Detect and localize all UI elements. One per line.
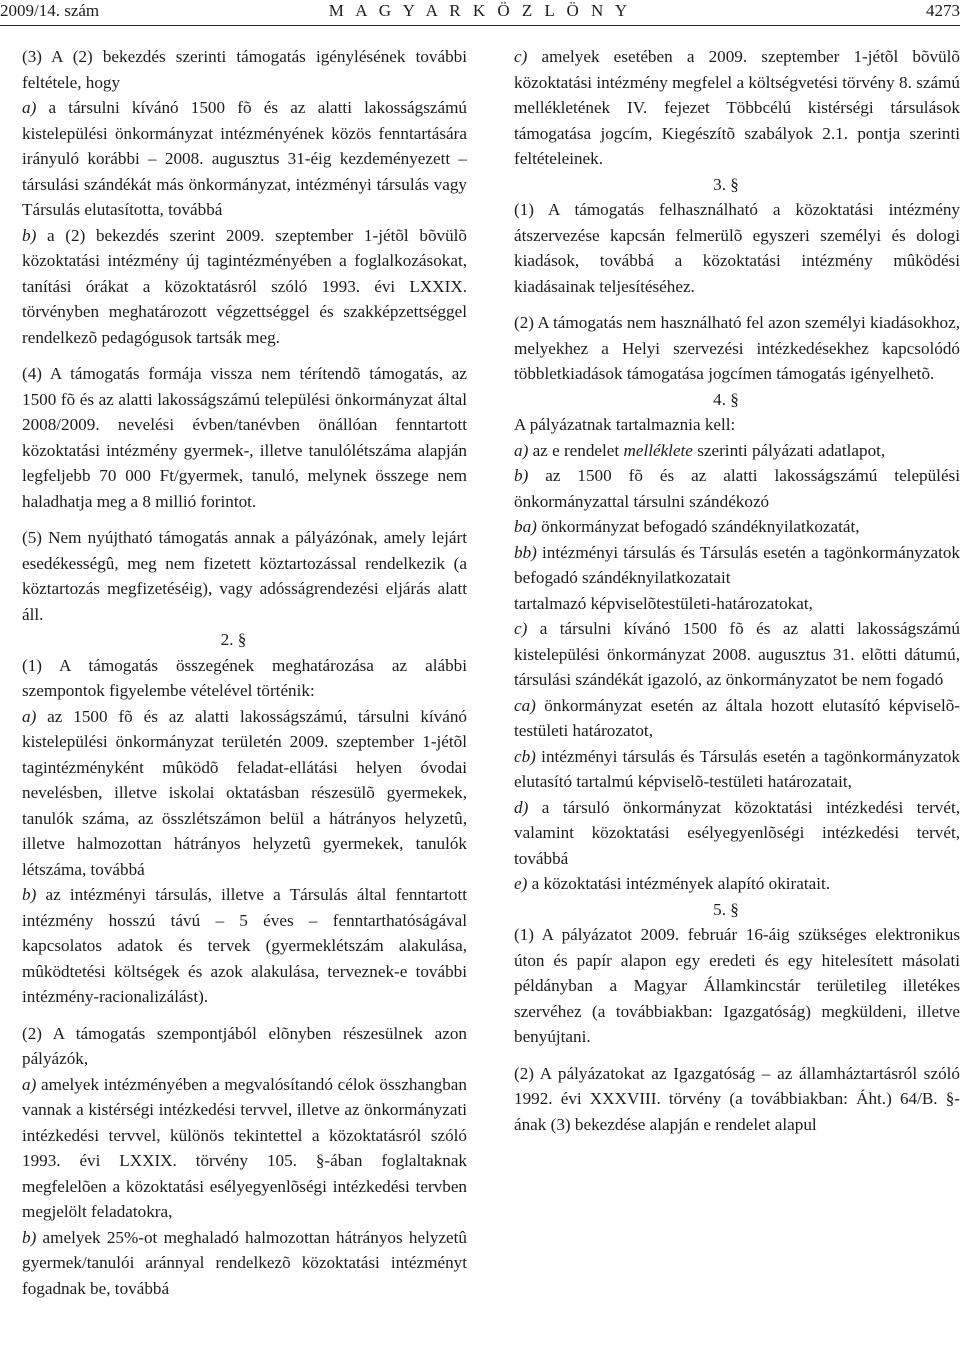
paragraph: (2) A támogatás nem használható fel azon személyi kiadásokhoz, melyekhez a Helyi szervezési intézkedésekhez kapcsolódó többletkiadások támogatása jogcímen támogatás igényelhetõ.	[514, 313, 960, 383]
paragraph: (2) A pályázatokat az Igazgatóság – az államháztartásról szóló 1992. évi XXXVIII. törvény (a továbbiakban: Áht.) 64/B. §-ának (3) bekezdése alapján e rendelet alapul	[514, 1063, 960, 1134]
paragraph: (5) Nem nyújtható támogatás annak a pályázónak, amely lejárt esedékességû, meg nem fizetett köztartozással rendelkezik (a köztartozás megfizetéséig), vagy adósságrendezési eljárás alatt áll.	[22, 528, 467, 624]
item-text: az intézményi társulás, illetve a Társulás által fenntartott intézmény hosszú távú – 5 éves – fenntarthatóságával kapcsolatos adatok és tervek (gyermeklétszám alakulása, mûködtetési költségek és azok alakulása, terveznek-e további intézmény-racionalizálást).	[22, 885, 467, 1006]
paragraph: (1) A pályázatot 2009. február 16-áig szükséges elektronikus úton és papír alapon egy eredeti és egy hitelesített másolati példányban a Magyar Államkincstár területileg illetékes szervéhez (a továbbiakban: Igazgatóság) megküldeni, illetve benyújtani.	[514, 925, 960, 1046]
section-heading: 4. §	[713, 389, 739, 409]
item-text: önkormányzat befogadó szándéknyilatkozatát,	[536, 517, 860, 536]
item-label: e)	[514, 874, 528, 893]
item-text: amelyek 25%-ot meghaladó halmozottan hátrányos helyzetû gyermek/tanulói aránnyal rendelkezõ közoktatási intézményt fogadnak be, továbbá	[22, 1227, 467, 1298]
list-item	[0, 223, 467, 351]
section-heading: 3. §	[713, 174, 739, 194]
item-emphasis: melléklete	[623, 440, 693, 460]
item-label: bb)	[514, 542, 537, 562]
item-label: a)	[22, 98, 37, 117]
list-item-continuation: tartalmazó képviselõtestületi-határozatokat,	[514, 593, 813, 613]
list-item	[492, 463, 960, 514]
item-text: a társulni kívánó 1500 fõ és az alatti lakosságszámú kistelepülési önkormányzat 2008. augusztus 31. elõtti dátumú, társulási szándékát igazoló, az önkormányzatot be nem fogadó	[514, 619, 960, 689]
item-text: szerinti pályázati adatlapot,	[692, 440, 886, 460]
list-item	[0, 1072, 467, 1225]
paragraph: (1) A támogatás felhasználható a közoktatási intézmény átszervezése kapcsán felmerülõ egyszeri személyi és dologi kiadások, továbbá a közoktatási intézmény mûködési kiadásainak teljesítéséhez.	[514, 200, 960, 296]
item-label: d)	[514, 797, 529, 817]
list-item	[492, 44, 960, 172]
item-text: az e rendelet	[528, 440, 624, 460]
list-item	[0, 882, 467, 1010]
item-text: a társuló önkormányzat közoktatási intézkedési tervét, valamint közoktatási esélyegyenlõségi intézkedési tervét, továbbá	[514, 797, 960, 868]
item-label: cb)	[514, 746, 536, 766]
item-label: c)	[514, 47, 528, 66]
item-text: amelyek esetében a 2009. szeptember 1-jétõl bõvülõ közoktatási intézmény megfelel a költségvetési törvény 8. számú mellékletének IV. fejezet Többcélú kistérségi társulások támogatása jogcím, Kiegészítõ szabályok 2.1. pontja szerinti feltételeinek.	[514, 47, 960, 168]
item-text: az 1500 fõ és az alatti lakosságszámú települési önkormányzattal társulni szándékozó	[514, 466, 960, 511]
item-text: önkormányzat esetén az általa hozott elutasító képviselõ-testületi határozatot,	[514, 695, 960, 740]
item-text: intézményi társulás és Társulás esetén a tagönkormányzatok befogadó szándéknyilatkozatait	[514, 542, 960, 587]
item-text: a közoktatási intézmények alapító okiratait.	[527, 874, 831, 893]
paragraph: (4) A támogatás formája vissza nem térítendõ támogatás, az 1500 fõ és az alatti lakosságszámú települési önkormányzat által 2008/2009. nevelési évben/tanévben önállóan fenntartott közoktatási intézmény gyermek-, illetve tanulólétszáma alapján legfeljebb 70 000 Ft/gyermek, tanuló, melynek összege nem haladhatja meg a 8 millió forintot.	[22, 364, 467, 511]
item-text: amelyek intézményében a megvalósítandó célok összhangban vannak a kistérségi intézkedési tervvel, illetve az önkormányzati intézkedési tervvel, különös tekintettel a közoktatásról szóló 1993. évi LXXIX. törvény 105. §-ában foglaltaknak megfelelõen a közoktatási esélyegyenlõségi intézkedési tervben megjelölt feladatokra,	[22, 1074, 467, 1221]
paragraph: (3) A (2) bekezdés szerinti támogatás igénylésének további feltétele, hogy	[22, 47, 467, 92]
page-header	[0, 0, 960, 26]
list-item	[492, 514, 960, 540]
item-label: c)	[514, 619, 528, 638]
item-label: b)	[514, 466, 529, 485]
item-label: ba)	[514, 517, 537, 536]
list-item	[0, 704, 467, 883]
list-item	[492, 871, 960, 897]
paragraph: (2) A támogatás szempontjából elõnyben részesülnek azon pályázók,	[22, 1023, 467, 1068]
item-text: a (2) bekezdés szerint 2009. szeptember 1-jétõl bõvülõ közoktatási intézmény új tagintézményében a foglalkozásokat, tanítási órákat a közoktatásról szóló 1993. évi LXXIX. törvényben meghatározott végzettséggel és szakképzettséggel rendelkezõ pedagógusok tartsák meg.	[22, 225, 467, 347]
item-text: intézményi társulás és Társulás esetén a tagönkormányzatok elutasító tartalmú képviselõ-testületi határozatait,	[514, 746, 960, 791]
item-label: b)	[22, 225, 37, 245]
item-label: b)	[22, 1227, 37, 1247]
right-column	[492, 44, 960, 1137]
list-item	[492, 616, 960, 693]
item-text: a társulni kívánó 1500 fõ és az alatti lakosságszámú kistelepülési önkormányzat intézményének közös fenntartására irányuló korábbi – 2008. augusztus 31-éig kezdeményezett – társulási szándékát más önkormányzat, intézményi társulás vagy Társulás elutasította, továbbá	[22, 98, 467, 219]
list-item	[492, 744, 960, 795]
journal-title: M A G Y A R K Ö Z L Ö N Y	[328, 1, 632, 20]
item-label: a)	[22, 1074, 37, 1094]
paragraph: A pályázatnak tartalmaznia kell:	[514, 415, 736, 434]
list-item	[0, 1225, 467, 1302]
list-item	[0, 95, 467, 223]
list-item	[492, 438, 960, 464]
paragraph: (1) A támogatás összegének meghatározása az alábbi szempontok figyelembe vételével történik:	[22, 655, 467, 700]
left-column	[0, 44, 467, 1301]
list-item	[492, 540, 960, 591]
list-item	[492, 795, 960, 872]
section-heading: 5. §	[713, 899, 739, 919]
item-text: az 1500 fõ és az alatti lakosságszámú, társulni kívánó kistelepülési önkormányzat területén 2009. szeptember 1-jétõl tagintézményként mûködõ feladat-ellátási helyen óvodai nevelésben, illetve iskolai oktatásban részesülõ gyermekek, tanulók száma, az összlétszámon belül a hátrányos helyzetû, illetve halmozottan hátrányos helyzetû gyermekek, tanulók létszáma, továbbá	[22, 706, 467, 879]
page-number: 4273	[926, 1, 960, 20]
issue-number: 2009/14. szám	[0, 1, 100, 20]
item-label: a)	[22, 706, 37, 726]
header-rule	[0, 25, 960, 26]
item-label: a)	[514, 440, 529, 460]
item-label: b)	[22, 885, 37, 904]
list-item	[492, 693, 960, 744]
section-heading: 2. §	[220, 630, 247, 649]
item-label: ca)	[514, 695, 536, 715]
